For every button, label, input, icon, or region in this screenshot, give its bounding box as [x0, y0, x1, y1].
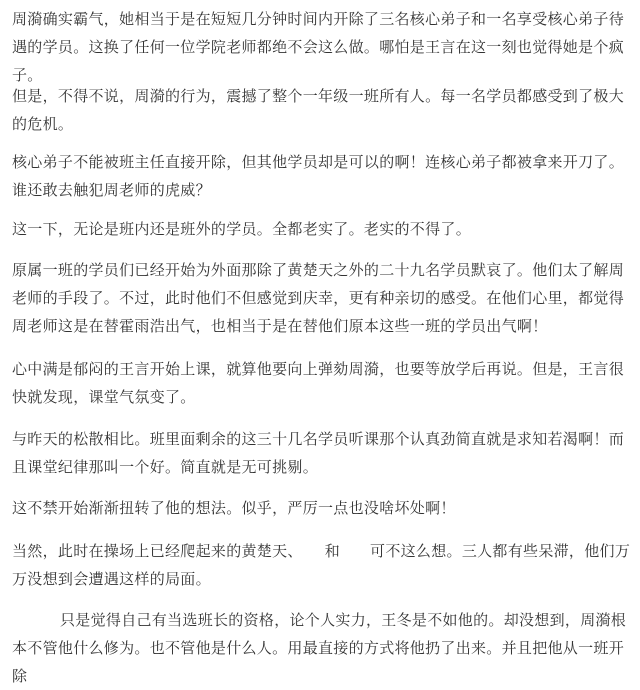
paragraph-2: 但是，不得不说，周漪的行为，震撼了整个一年级一班所有人。每一名学员都感受到了极大的危机。 [12, 87, 625, 133]
paragraph-1: 周漪确实霸气，她相当于是在短短几分钟时间内开除了三名核心弟子和一名享受核心弟子待遇的学员。这换了任何一位学院老师都绝不会这么做。哪怕是王言在这一刻也觉得她是个疯子。 [12, 10, 625, 84]
paragraph-9-part-3: 可不这么想。三人都有些呆滞，他们万万没想到会遭遇这样的局面。 [12, 542, 631, 588]
paragraph-4: 这一下，无论是班内还是班外的学员。全都老实了。老实的不得了。 [12, 220, 472, 238]
paragraph-10-text: 只是觉得自己有当选班长的资格，论个人实力，王冬是不如他的。却没想到，周漪根本不管他什么修为。也不管他是什么人。用最直接的方式将他扔了出来。并且把他从一班开除 [12, 611, 627, 685]
paragraph-7: 与昨天的松散相比。班里面剩余的这三十几名学员听课那个认真劲简直就是求知若渴啊！而且课堂纪律那叫一个好。简直就是无可挑剔。 [12, 430, 625, 476]
paragraph-9-part-2: 和 [324, 542, 341, 560]
paragraph-5: 原属一班的学员们已经开始为外面那除了黄楚天之外的二十九名学员默哀了。他们太了解周老师的手段了。不过，此时他们不但感觉到庆幸，更有种亲切的感受。在他们心里，都觉得周老师这是在替霍雨浩出气，也相当于是在替他们原本这些一班的学员出气啊！ [12, 261, 625, 335]
paragraph-8: 这不禁开始渐渐扭转了他的想法。似乎，严厉一点也没啥坏处啊！ [12, 499, 456, 517]
paragraph-9-part-1: 当然，此时在操场上已经爬起来的黄楚天、 [12, 542, 303, 560]
paragraph-10 [12, 606, 632, 690]
paragraph-9 [12, 537, 632, 593]
paragraph-6: 心中满是郁闷的王言开始上课，就算他要向上弹劾周漪，也要等放学后再说。但是，王言很快就发现，课堂气氛变了。 [12, 360, 625, 406]
paragraph-3: 核心弟子不能被班主任直接开除，但其他学员却是可以的啊！连核心弟子都被拿来开刀了。谁还敢去触犯周老师的虎威？ [12, 153, 625, 199]
